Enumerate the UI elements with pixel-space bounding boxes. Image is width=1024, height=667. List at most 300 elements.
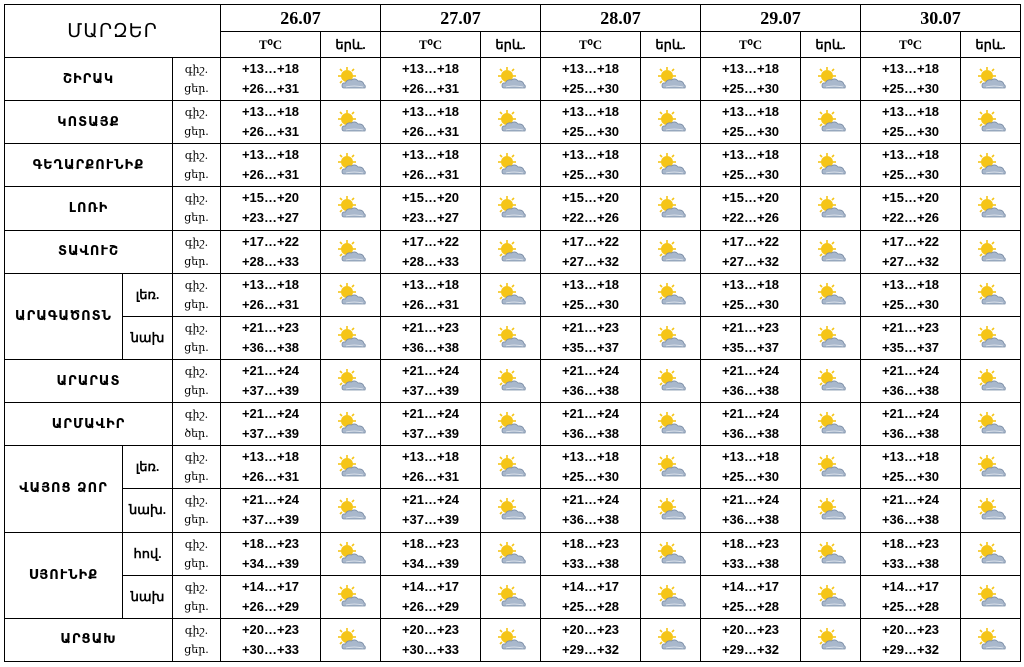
temperature-cell xyxy=(861,144,961,187)
forecast-row xyxy=(5,58,1021,101)
temperature-cell xyxy=(861,58,961,101)
day-label: ցեր. xyxy=(184,125,209,139)
night-temp: +15…+20 xyxy=(241,190,300,206)
day-temp: +27…+32 xyxy=(561,253,620,269)
temperature-cell xyxy=(381,144,481,187)
weather-icon-cell xyxy=(641,446,701,489)
weather-icon-cell xyxy=(801,489,861,532)
sun-behind-cloud-icon xyxy=(494,454,528,480)
forecast-row xyxy=(5,144,1021,187)
sun-behind-cloud-icon xyxy=(974,195,1008,221)
temperature-cell xyxy=(221,230,321,273)
forecast-row xyxy=(5,446,1021,489)
day-label: ցեր. xyxy=(184,470,209,484)
sun-behind-cloud-icon xyxy=(654,66,688,92)
night-temp: +13…+18 xyxy=(241,449,300,465)
temperature-cell xyxy=(221,618,321,661)
weather-icon-cell xyxy=(961,187,1021,230)
regions-header: ՄԱՐԶԵՐ xyxy=(5,5,221,58)
sun-behind-cloud-icon xyxy=(654,411,688,437)
night-temp: +13…+18 xyxy=(561,449,620,465)
night-label: գիշ. xyxy=(184,365,209,379)
night-temp: +21…+24 xyxy=(561,406,620,422)
night-label: գիշ. xyxy=(184,623,209,637)
sun-behind-cloud-icon xyxy=(814,282,848,308)
night-temp: +13…+18 xyxy=(561,276,620,292)
sun-behind-cloud-icon xyxy=(494,325,528,351)
zone-name: հով. xyxy=(123,532,173,575)
day-temp: +30…+33 xyxy=(401,641,460,657)
night-temp: +13…+18 xyxy=(881,104,940,120)
sun-behind-cloud-icon xyxy=(654,152,688,178)
weather-icon-cell xyxy=(481,187,541,230)
sun-behind-cloud-icon xyxy=(334,195,368,221)
night-temp: +15…+20 xyxy=(561,190,620,206)
region-name: ԱՐԱԳԱԾՈՏՆ xyxy=(5,273,123,359)
sun-behind-cloud-icon xyxy=(494,627,528,653)
weather-icon-cell xyxy=(641,144,701,187)
phenomenon-header: երև. xyxy=(961,32,1021,58)
weather-icon-cell xyxy=(481,359,541,402)
sun-behind-cloud-icon xyxy=(654,239,688,265)
weather-icon-cell xyxy=(641,618,701,661)
weather-icon-cell xyxy=(641,230,701,273)
sun-behind-cloud-icon xyxy=(814,109,848,135)
night-temp: +15…+20 xyxy=(881,190,940,206)
sun-behind-cloud-icon xyxy=(654,541,688,567)
period-labels xyxy=(173,58,221,101)
weather-icon-cell xyxy=(481,101,541,144)
day-temp: +29…+32 xyxy=(721,641,780,657)
temperature-cell xyxy=(221,403,321,446)
day-temp: +25…+30 xyxy=(881,124,940,140)
temperature-cell xyxy=(221,144,321,187)
night-temp: +14…+17 xyxy=(241,578,300,594)
weather-icon-cell xyxy=(321,403,381,446)
night-label: գիշ. xyxy=(184,192,209,206)
sun-behind-cloud-icon xyxy=(334,152,368,178)
temperature-cell xyxy=(701,532,801,575)
temperature-cell xyxy=(541,58,641,101)
day-temp: +28…+33 xyxy=(401,253,460,269)
sun-behind-cloud-icon xyxy=(974,152,1008,178)
sun-behind-cloud-icon xyxy=(494,66,528,92)
day-temp: +25…+30 xyxy=(721,469,780,485)
sun-behind-cloud-icon xyxy=(814,66,848,92)
night-temp: +13…+18 xyxy=(721,449,780,465)
phenomenon-header: երև. xyxy=(801,32,861,58)
night-temp: +13…+18 xyxy=(721,147,780,163)
day-temp: +23…+27 xyxy=(401,210,460,226)
sun-behind-cloud-icon xyxy=(814,627,848,653)
day-label: ցեր. xyxy=(184,82,209,96)
weather-icon-cell xyxy=(321,58,381,101)
temperature-cell xyxy=(221,489,321,532)
night-label: գիշ. xyxy=(184,494,209,508)
forecast-row xyxy=(5,403,1021,446)
sun-behind-cloud-icon xyxy=(334,368,368,394)
region-name: ԱՐԱՐԱՏ xyxy=(5,359,173,402)
weather-icon-cell xyxy=(961,359,1021,402)
sun-behind-cloud-icon xyxy=(654,627,688,653)
weather-icon-cell xyxy=(641,316,701,359)
sun-behind-cloud-icon xyxy=(814,411,848,437)
night-temp: +18…+23 xyxy=(881,535,940,551)
weather-icon-cell xyxy=(641,273,701,316)
forecast-table xyxy=(4,4,1021,662)
weather-icon-cell xyxy=(801,532,861,575)
day-temp: +26…+31 xyxy=(401,81,460,97)
temperature-cell xyxy=(701,230,801,273)
date-header: 27.07 xyxy=(381,5,541,32)
night-temp: +15…+20 xyxy=(721,190,780,206)
day-temp: +29…+32 xyxy=(881,641,940,657)
day-temp: +29…+32 xyxy=(561,641,620,657)
day-temp: +33…+38 xyxy=(721,555,780,571)
day-temp: +25…+30 xyxy=(721,124,780,140)
sun-behind-cloud-icon xyxy=(654,109,688,135)
temperature-cell xyxy=(701,101,801,144)
day-label: ցեր. xyxy=(184,340,209,354)
sun-behind-cloud-icon xyxy=(974,541,1008,567)
day-temp: +25…+30 xyxy=(561,296,620,312)
day-label: ցեր. xyxy=(184,642,209,656)
weather-icon-cell xyxy=(961,230,1021,273)
temperature-cell xyxy=(541,575,641,618)
weather-icon-cell xyxy=(321,489,381,532)
night-temp: +13…+18 xyxy=(401,61,460,77)
day-temp: +36…+38 xyxy=(561,512,620,528)
weather-icon-cell xyxy=(481,316,541,359)
sun-behind-cloud-icon xyxy=(334,584,368,610)
region-name: ԱՐՄԱՎԻՐ xyxy=(5,403,173,446)
sun-behind-cloud-icon xyxy=(334,109,368,135)
night-temp: +13…+18 xyxy=(401,449,460,465)
weather-icon-cell xyxy=(321,618,381,661)
day-temp: +26…+31 xyxy=(241,167,300,183)
region-name: ՇԻՐԱԿ xyxy=(5,58,173,101)
region-name: ՏԱՎՈՒՇ xyxy=(5,230,173,273)
weather-icon-cell xyxy=(801,446,861,489)
night-temp: +20…+23 xyxy=(881,621,940,637)
night-label: գիշ. xyxy=(184,278,209,292)
night-label: գիշ. xyxy=(184,321,209,335)
night-label: գիշ. xyxy=(184,106,209,120)
temperature-cell xyxy=(221,446,321,489)
day-temp: +26…+29 xyxy=(241,598,300,614)
temp-header: T⁰C xyxy=(541,32,641,58)
temperature-cell xyxy=(861,532,961,575)
night-temp: +21…+23 xyxy=(401,319,460,335)
period-labels xyxy=(173,489,221,532)
weather-icon-cell xyxy=(801,618,861,661)
night-temp: +21…+24 xyxy=(401,363,460,379)
temperature-cell xyxy=(381,575,481,618)
weather-icon-cell xyxy=(481,532,541,575)
temp-header: T⁰C xyxy=(861,32,961,58)
day-temp: +26…+31 xyxy=(401,296,460,312)
temperature-cell xyxy=(701,489,801,532)
period-labels xyxy=(173,101,221,144)
forecast-row xyxy=(5,359,1021,402)
night-temp: +21…+23 xyxy=(721,319,780,335)
temperature-cell xyxy=(541,273,641,316)
temperature-cell xyxy=(381,58,481,101)
forecast-row xyxy=(5,316,1021,359)
weather-icon-cell xyxy=(481,273,541,316)
weather-icon-cell xyxy=(961,101,1021,144)
sun-behind-cloud-icon xyxy=(814,541,848,567)
night-temp: +13…+18 xyxy=(561,104,620,120)
temperature-cell xyxy=(701,273,801,316)
day-label: ցեր. xyxy=(184,211,209,225)
night-temp: +17…+22 xyxy=(881,233,940,249)
day-temp: +26…+31 xyxy=(401,469,460,485)
night-temp: +14…+17 xyxy=(721,578,780,594)
temperature-cell xyxy=(861,101,961,144)
weather-icon-cell xyxy=(641,575,701,618)
night-temp: +18…+23 xyxy=(401,535,460,551)
night-label: գիշ. xyxy=(184,235,209,249)
temperature-cell xyxy=(861,273,961,316)
region-name: ՎԱՅՈՑ ՁՈՐ xyxy=(5,446,123,532)
date-header: 29.07 xyxy=(701,5,861,32)
day-temp: +28…+33 xyxy=(241,253,300,269)
weather-icon-cell xyxy=(961,403,1021,446)
sun-behind-cloud-icon xyxy=(974,627,1008,653)
phenomenon-header: երև. xyxy=(321,32,381,58)
forecast-row xyxy=(5,489,1021,532)
weather-icon-cell xyxy=(801,403,861,446)
sun-behind-cloud-icon xyxy=(974,325,1008,351)
day-temp: +36…+38 xyxy=(241,339,300,355)
sun-behind-cloud-icon xyxy=(334,541,368,567)
weather-icon-cell xyxy=(801,575,861,618)
night-temp: +15…+20 xyxy=(401,190,460,206)
day-label: ցեր. xyxy=(184,556,209,570)
region-name: ԿՈՏԱՅՔ xyxy=(5,101,173,144)
zone-name: նախ xyxy=(123,316,173,359)
temperature-cell xyxy=(701,58,801,101)
day-temp: +25…+30 xyxy=(881,81,940,97)
sun-behind-cloud-icon xyxy=(974,497,1008,523)
weather-icon-cell xyxy=(961,316,1021,359)
night-temp: +21…+24 xyxy=(881,363,940,379)
temperature-cell xyxy=(541,187,641,230)
weather-icon-cell xyxy=(801,58,861,101)
temperature-cell xyxy=(861,316,961,359)
sun-behind-cloud-icon xyxy=(334,411,368,437)
night-temp: +18…+23 xyxy=(721,535,780,551)
day-temp: +23…+27 xyxy=(241,210,300,226)
sun-behind-cloud-icon xyxy=(494,541,528,567)
day-temp: +34…+39 xyxy=(241,555,300,571)
sun-behind-cloud-icon xyxy=(654,497,688,523)
day-temp: +25…+30 xyxy=(881,469,940,485)
night-label: գիշ. xyxy=(184,537,209,551)
period-labels xyxy=(173,575,221,618)
zone-name: նախ. xyxy=(123,489,173,532)
night-temp: +17…+22 xyxy=(401,233,460,249)
sun-behind-cloud-icon xyxy=(334,325,368,351)
weather-icon-cell xyxy=(641,489,701,532)
temperature-cell xyxy=(221,58,321,101)
weather-icon-cell xyxy=(481,58,541,101)
temperature-cell xyxy=(221,575,321,618)
day-label: ցեր. xyxy=(184,599,209,613)
temperature-cell xyxy=(861,575,961,618)
night-temp: +13…+18 xyxy=(241,61,300,77)
temperature-cell xyxy=(541,532,641,575)
sun-behind-cloud-icon xyxy=(334,239,368,265)
sun-behind-cloud-icon xyxy=(814,368,848,394)
weather-icon-cell xyxy=(481,446,541,489)
day-temp: +27…+32 xyxy=(881,253,940,269)
night-temp: +21…+24 xyxy=(241,406,300,422)
night-temp: +14…+17 xyxy=(561,578,620,594)
day-temp: +37…+39 xyxy=(241,383,300,399)
temperature-cell xyxy=(541,144,641,187)
sun-behind-cloud-icon xyxy=(654,195,688,221)
temp-header: T⁰C xyxy=(701,32,801,58)
day-temp: +36…+38 xyxy=(881,383,940,399)
day-temp: +26…+31 xyxy=(241,124,300,140)
weather-icon-cell xyxy=(321,101,381,144)
day-temp: +25…+30 xyxy=(561,124,620,140)
night-label: գիշ. xyxy=(184,408,209,422)
day-temp: +25…+28 xyxy=(561,598,620,614)
day-temp: +35…+37 xyxy=(881,339,940,355)
day-temp: +25…+28 xyxy=(881,598,940,614)
weather-icon-cell xyxy=(321,359,381,402)
temperature-cell xyxy=(221,359,321,402)
day-temp: +36…+38 xyxy=(881,512,940,528)
temperature-cell xyxy=(701,403,801,446)
weather-icon-cell xyxy=(641,403,701,446)
temp-header: T⁰C xyxy=(381,32,481,58)
weather-icon-cell xyxy=(481,144,541,187)
weather-icon-cell xyxy=(321,316,381,359)
night-temp: +13…+18 xyxy=(721,61,780,77)
night-temp: +13…+18 xyxy=(561,147,620,163)
weather-icon-cell xyxy=(481,230,541,273)
temperature-cell xyxy=(381,273,481,316)
weather-icon-cell xyxy=(321,532,381,575)
temperature-cell xyxy=(701,446,801,489)
sun-behind-cloud-icon xyxy=(494,195,528,221)
day-temp: +36…+38 xyxy=(721,512,780,528)
sun-behind-cloud-icon xyxy=(494,152,528,178)
day-temp: +26…+29 xyxy=(401,598,460,614)
temperature-cell xyxy=(381,316,481,359)
night-temp: +21…+24 xyxy=(881,492,940,508)
day-temp: +37…+39 xyxy=(401,426,460,442)
sun-behind-cloud-icon xyxy=(814,584,848,610)
night-temp: +21…+24 xyxy=(881,406,940,422)
day-temp: +25…+30 xyxy=(881,296,940,312)
temperature-cell xyxy=(541,230,641,273)
weather-icon-cell xyxy=(801,316,861,359)
night-temp: +20…+23 xyxy=(241,621,300,637)
temperature-cell xyxy=(541,403,641,446)
night-temp: +21…+24 xyxy=(241,363,300,379)
temperature-cell xyxy=(861,446,961,489)
night-temp: +13…+18 xyxy=(881,61,940,77)
temperature-cell xyxy=(861,187,961,230)
night-temp: +21…+24 xyxy=(401,492,460,508)
sun-behind-cloud-icon xyxy=(334,454,368,480)
day-temp: +33…+38 xyxy=(561,555,620,571)
sun-behind-cloud-icon xyxy=(494,497,528,523)
weather-icon-cell xyxy=(641,359,701,402)
night-temp: +14…+17 xyxy=(401,578,460,594)
sun-behind-cloud-icon xyxy=(814,454,848,480)
day-temp: +25…+30 xyxy=(721,296,780,312)
day-temp: +25…+30 xyxy=(561,469,620,485)
forecast-row xyxy=(5,575,1021,618)
sun-behind-cloud-icon xyxy=(974,282,1008,308)
night-temp: +17…+22 xyxy=(721,233,780,249)
day-label: ցեր. xyxy=(184,254,209,268)
night-temp: +21…+24 xyxy=(721,363,780,379)
day-temp: +22…+26 xyxy=(561,210,620,226)
day-temp: +26…+31 xyxy=(401,167,460,183)
forecast-row xyxy=(5,187,1021,230)
day-temp: +37…+39 xyxy=(241,426,300,442)
sun-behind-cloud-icon xyxy=(974,454,1008,480)
temperature-cell xyxy=(221,532,321,575)
night-temp: +21…+24 xyxy=(241,492,300,508)
period-labels xyxy=(173,273,221,316)
weather-icon-cell xyxy=(321,273,381,316)
day-temp: +25…+30 xyxy=(561,81,620,97)
night-temp: +21…+24 xyxy=(721,406,780,422)
temperature-cell xyxy=(221,273,321,316)
date-header: 30.07 xyxy=(861,5,1021,32)
weather-icon-cell xyxy=(641,101,701,144)
day-temp: +26…+31 xyxy=(401,124,460,140)
day-temp: +37…+39 xyxy=(401,383,460,399)
temperature-cell xyxy=(221,101,321,144)
sun-behind-cloud-icon xyxy=(334,282,368,308)
day-label: ցեր. xyxy=(184,384,209,398)
temperature-cell xyxy=(381,230,481,273)
sun-behind-cloud-icon xyxy=(974,368,1008,394)
temperature-cell xyxy=(701,144,801,187)
weather-icon-cell xyxy=(321,187,381,230)
sun-behind-cloud-icon xyxy=(974,66,1008,92)
night-temp: +13…+18 xyxy=(401,104,460,120)
weather-icon-cell xyxy=(481,575,541,618)
sun-behind-cloud-icon xyxy=(334,497,368,523)
temperature-cell xyxy=(861,230,961,273)
night-temp: +13…+18 xyxy=(241,104,300,120)
day-label: ցեր. xyxy=(184,168,209,182)
weather-icon-cell xyxy=(961,144,1021,187)
sun-behind-cloud-icon xyxy=(494,368,528,394)
day-label: ծեր. xyxy=(184,427,209,441)
sun-behind-cloud-icon xyxy=(814,497,848,523)
night-label: գիշ. xyxy=(184,451,209,465)
temperature-cell xyxy=(381,187,481,230)
weather-icon-cell xyxy=(961,446,1021,489)
day-temp: +36…+38 xyxy=(721,383,780,399)
day-temp: +35…+37 xyxy=(721,339,780,355)
night-temp: +20…+23 xyxy=(561,621,620,637)
weather-icon-cell xyxy=(481,403,541,446)
day-temp: +36…+38 xyxy=(561,383,620,399)
sun-behind-cloud-icon xyxy=(494,239,528,265)
